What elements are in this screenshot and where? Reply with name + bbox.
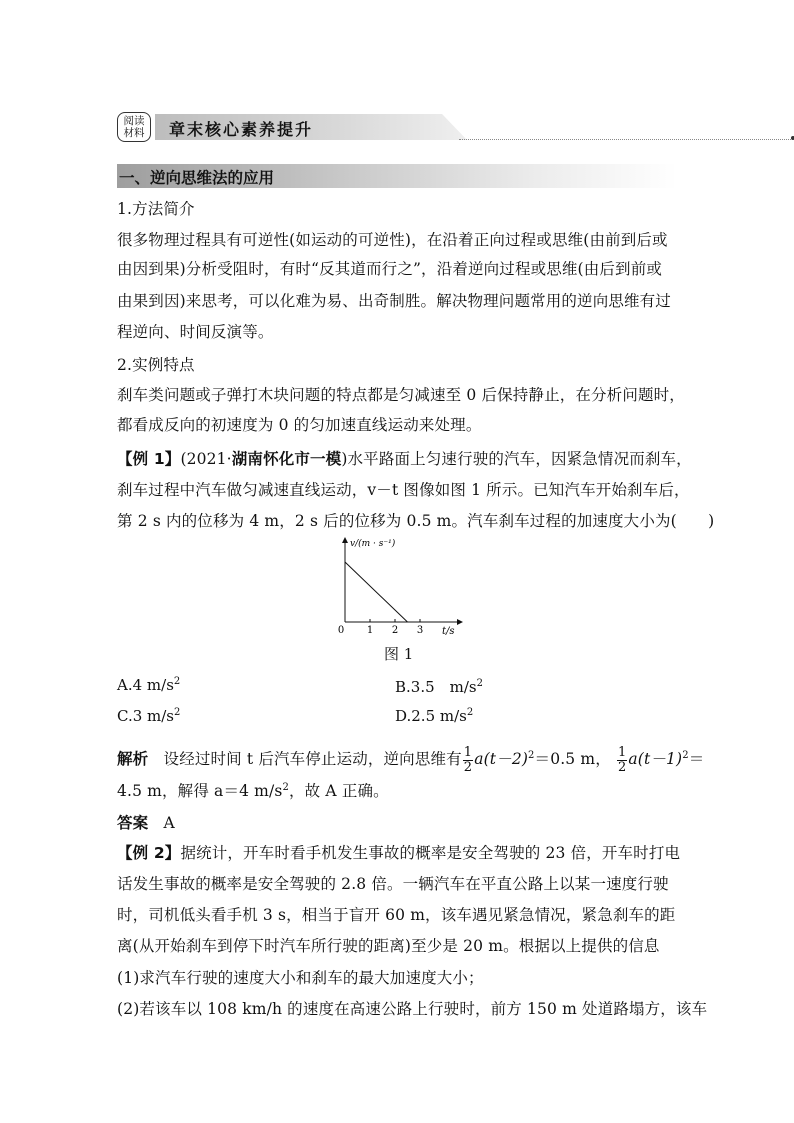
x-axis-label: t/s: [442, 626, 455, 637]
solution-line-2-end: ，故 A 正确。: [289, 782, 389, 800]
x-tick-label: 0: [337, 625, 345, 636]
features-line-2: 都看成反向的初速度为 0 的匀加速直线运动来处理。: [117, 416, 482, 434]
method-line-2: 由因到果)分析受阻时，有时“反其道而行之”，沿着逆向过程或思维(由后到前或: [117, 260, 662, 278]
vt-graph: [330, 532, 470, 638]
solution-text: 设经过时间 t 后汽车停止运动，逆向思维有: [163, 750, 462, 769]
features-heading: 2.实例特点: [117, 356, 195, 374]
answer-label: 答案: [117, 814, 149, 832]
badge-line-1: 阅读: [123, 115, 145, 127]
method-heading: 1.方法简介: [117, 200, 195, 218]
badge-line-2: 材料: [123, 127, 145, 139]
eq2-exp: 2: [682, 750, 689, 761]
example1-line-3: 第 2 s 内的位移为 4 m，2 s 后的位移为 0.5 m。汽车刹车过程的加速度大小为( ): [117, 512, 715, 530]
option-b-exp: 2: [476, 678, 483, 689]
banner-dotted-rule: [459, 139, 793, 140]
option-b-text: B.3.5 m/s: [395, 678, 477, 696]
example2-line-2: 话发生事故的概率是安全驾驶的 2.8 倍。一辆汽车在平直公路上以某一速度行驶: [117, 875, 669, 893]
solution-label: 解析: [117, 750, 149, 769]
features-line-1: 刹车类问题或子弹打木块问题的特点都是匀减速至 0 后保持静止，在分析问题时，: [117, 386, 685, 404]
example2-line-6: (2)若该车以 108 km/h 的速度在高速公路上行驶时，前方 150 m 处道路塌方，该车: [117, 1000, 708, 1018]
example1-source-pre: (2021·: [180, 450, 232, 468]
example1-line-2: 刹车过程中汽车做匀减速直线运动，v－t 图像如图 1 所示。已知汽车开始刹车后，: [117, 481, 690, 499]
option-d-exp: 2: [466, 707, 474, 718]
example1-source: 湖南怀化市一模: [231, 450, 342, 468]
example2-line-1-text: 据统计，开车时看手机发生事故的概率是安全驾驶的 23 倍，开车时打电: [180, 844, 681, 862]
method-line-3: 由果到因)来思考，可以化难为易、出奇制胜。解决物理问题常用的逆向思维有过: [117, 292, 671, 310]
frac-num-2: 1: [617, 744, 627, 760]
answer-line: [117, 811, 175, 833]
example1-line-1-rest: )水平路面上匀速行驶的汽车，因紧急情况而刹车，: [341, 450, 692, 468]
equation-2-rhs: ＝: [688, 750, 705, 769]
option-a-text: A.4 m/s: [117, 676, 174, 694]
example2-line-5: (1)求汽车行驶的速度大小和刹车的最大加速度大小；: [117, 969, 484, 987]
option-a-exp: 2: [173, 676, 181, 687]
figure-caption: 图 1: [384, 645, 414, 663]
frac-num-1: 1: [463, 744, 473, 760]
equation-2: a(t－1): [628, 750, 683, 769]
option-d: [395, 707, 473, 725]
section-heading: [117, 164, 677, 188]
frac-den-2: 2: [617, 759, 627, 775]
fraction-half-1: [463, 746, 473, 775]
fraction-half-2: [617, 746, 627, 775]
example2-line-3: 时，司机低头看手机 3 s，相当于盲开 60 m，该车遇见紧急情况，紧急刹车的距: [117, 906, 676, 924]
method-line-1: 很多物理过程具有可逆性(如运动的可逆性)，在沿着正向过程或思维(由前到后或: [117, 231, 668, 249]
y-axis-label: v/(m · s⁻¹): [350, 539, 396, 549]
option-c: [117, 707, 180, 725]
equation-1: a(t－2): [474, 750, 529, 769]
chapter-banner: [117, 112, 677, 142]
option-a: [117, 676, 180, 694]
section-heading-text: 一、逆向思维法的应用: [119, 169, 275, 187]
solution-exp: 2: [282, 781, 290, 793]
answer-value: A: [163, 814, 175, 832]
example1-tag: 【例 1】: [117, 450, 181, 468]
method-line-4: 程逆向、时间反演等。: [117, 323, 274, 341]
eq1-exp: 2: [528, 750, 535, 761]
frac-den-1: 2: [463, 759, 473, 775]
solution-line-2: [117, 779, 389, 801]
option-c-exp: 2: [174, 707, 181, 718]
example2-line-4: 离(从开始刹车到停下时汽车所行驶的距离)至少是 20 m。根据以上提供的信息: [117, 937, 660, 955]
solution-line-1: [117, 736, 704, 776]
example2-line-1: [117, 841, 680, 863]
series-line: [345, 562, 408, 622]
equation-1-rhs: ＝0.5 m，: [534, 750, 611, 769]
option-c-text: C.3 m/s: [117, 707, 174, 725]
example1-line-1: [117, 447, 692, 469]
option-b: [395, 676, 483, 697]
x-tick-label: 3: [416, 625, 424, 636]
option-d-text: D.2.5 m/s: [395, 707, 467, 725]
example2-tag: 【例 2】: [117, 844, 181, 862]
x-tick-label: 2: [391, 625, 399, 636]
x-tick-label: 1: [366, 625, 374, 636]
solution-line-2-text: 4.5 m，解得 a＝4 m/s: [117, 782, 283, 800]
chapter-title: 章末核心素养提升: [169, 120, 314, 139]
reading-material-badge: [117, 112, 151, 142]
